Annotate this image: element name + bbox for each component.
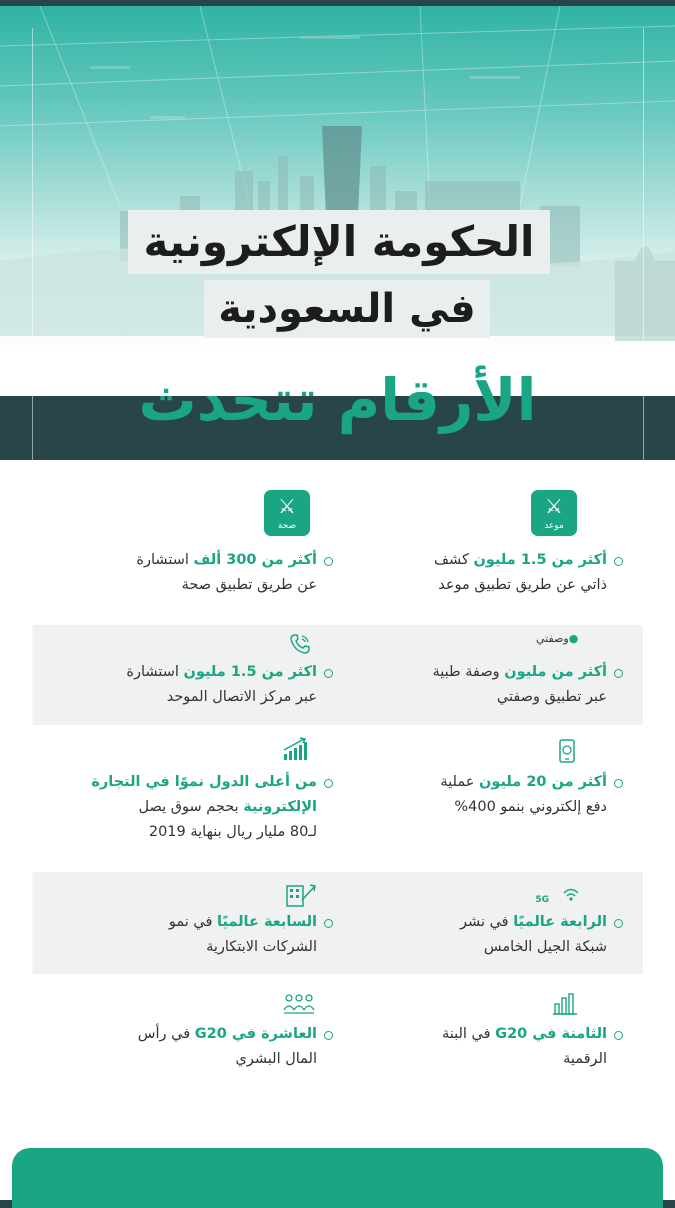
bullet-icon: [324, 557, 333, 566]
mawid-app-icon: [531, 490, 577, 536]
bullet-icon: [614, 669, 623, 678]
stat-highlight: أكثر من 1.5 مليون: [473, 552, 607, 568]
bullet-icon: [614, 557, 623, 566]
bullet-icon: [614, 919, 623, 928]
stat-highlight: أكثر من 20 مليون: [479, 774, 607, 790]
stat-text-line3: لـ80 مليار ريال بنهاية 2019: [148, 824, 317, 840]
stat-highlight: من أعلى الدول نموًا في التجارة: [91, 774, 317, 790]
wasfaty-logo-text: وصفتي: [536, 632, 569, 645]
stat-text: كشف: [434, 552, 474, 568]
stat-wasfaty: [337, 660, 607, 710]
bullet-icon: [324, 1031, 333, 1040]
5g-label: 5G: [535, 895, 549, 905]
page-title-line2: في السعودية: [204, 280, 490, 338]
stat-text-line2: عبر مركز الاتصال الموحد: [166, 689, 317, 705]
stat-mawid: [337, 548, 607, 598]
page-title-line1: الحكومة الإلكترونية: [128, 210, 550, 274]
stat-text-line2: عبر تطبيق وصفتي: [496, 689, 607, 705]
stat-text-line2: الشركات الابتكارية: [206, 939, 317, 955]
stat-text-line2: شبكة الجيل الخامس: [483, 939, 607, 955]
bullet-icon: [324, 919, 333, 928]
mawid-app-label: موعد: [544, 521, 564, 531]
stat-text: في نمو: [168, 914, 218, 930]
bottom-green-bar: [12, 1148, 663, 1208]
growth-chart-icon: [282, 736, 312, 762]
stat-text: بحجم سوق يصل: [138, 799, 244, 815]
stat-text: استشارة: [136, 552, 194, 568]
saudi-emblem-icon: ⚔: [278, 494, 296, 518]
stat-text-line2: ذاتي عن طريق تطبيق موعد: [438, 577, 607, 593]
saudi-emblem-icon: ⚔: [545, 494, 563, 518]
stat-highlight: أكثر من 300 ألف: [193, 552, 317, 568]
stat-text: في البنة: [441, 1026, 496, 1042]
stat-5g: [337, 910, 607, 960]
mobile-payment-icon: [555, 738, 579, 764]
stat-highlight: أكثر من مليون: [504, 664, 607, 680]
stat-text: استشارة: [126, 664, 184, 680]
headline: الأرقام تتحدث: [138, 366, 537, 434]
bullet-icon: [614, 779, 623, 788]
wasfaty-logo: [536, 632, 578, 645]
stat-highlight-2: الإلكترونية: [243, 799, 317, 815]
stat-digital-infra: [337, 1022, 607, 1072]
stat-highlight: السابعة عالميًا: [217, 914, 317, 930]
stat-payments: [337, 770, 607, 820]
pill-icon: ●: [568, 632, 579, 645]
stat-sehha: [47, 548, 317, 598]
5g-network-icon: [535, 883, 580, 905]
stat-text: في رأس: [137, 1026, 195, 1042]
people-group-icon: [282, 992, 316, 1016]
stat-text-line2: المال البشري: [235, 1051, 317, 1067]
stat-highlight: العاشرة في G20: [194, 1026, 317, 1042]
bullet-icon: [324, 669, 333, 678]
stat-highlight: الرابعة عالميًا: [513, 914, 607, 930]
startup-building-icon: [284, 880, 318, 908]
stat-highlight: الثامنة في G20: [495, 1026, 607, 1042]
bullet-icon: [324, 779, 333, 788]
sehha-app-label: صحة: [277, 521, 297, 531]
stat-text-line2: الرقمية: [563, 1051, 607, 1067]
stat-call-center: [47, 660, 317, 710]
bullet-icon: [614, 1031, 623, 1040]
stat-text: عملية: [440, 774, 479, 790]
phone-icon: [288, 632, 312, 656]
digital-bars-icon: [552, 992, 578, 1016]
stat-text: في نشر: [460, 914, 514, 930]
stat-highlight: اكثر من 1.5 مليون: [183, 664, 317, 680]
stat-text-line2: عن طريق تطبيق صحة: [181, 577, 317, 593]
stat-human-capital: [47, 1022, 317, 1072]
stat-text: وصفة طبية: [432, 664, 505, 680]
stat-ecommerce: [47, 770, 317, 845]
sehha-app-icon: [264, 490, 310, 536]
stat-text-line2: دفع إلكتروني بنمو 400%: [454, 799, 607, 815]
stat-startups: [47, 910, 317, 960]
